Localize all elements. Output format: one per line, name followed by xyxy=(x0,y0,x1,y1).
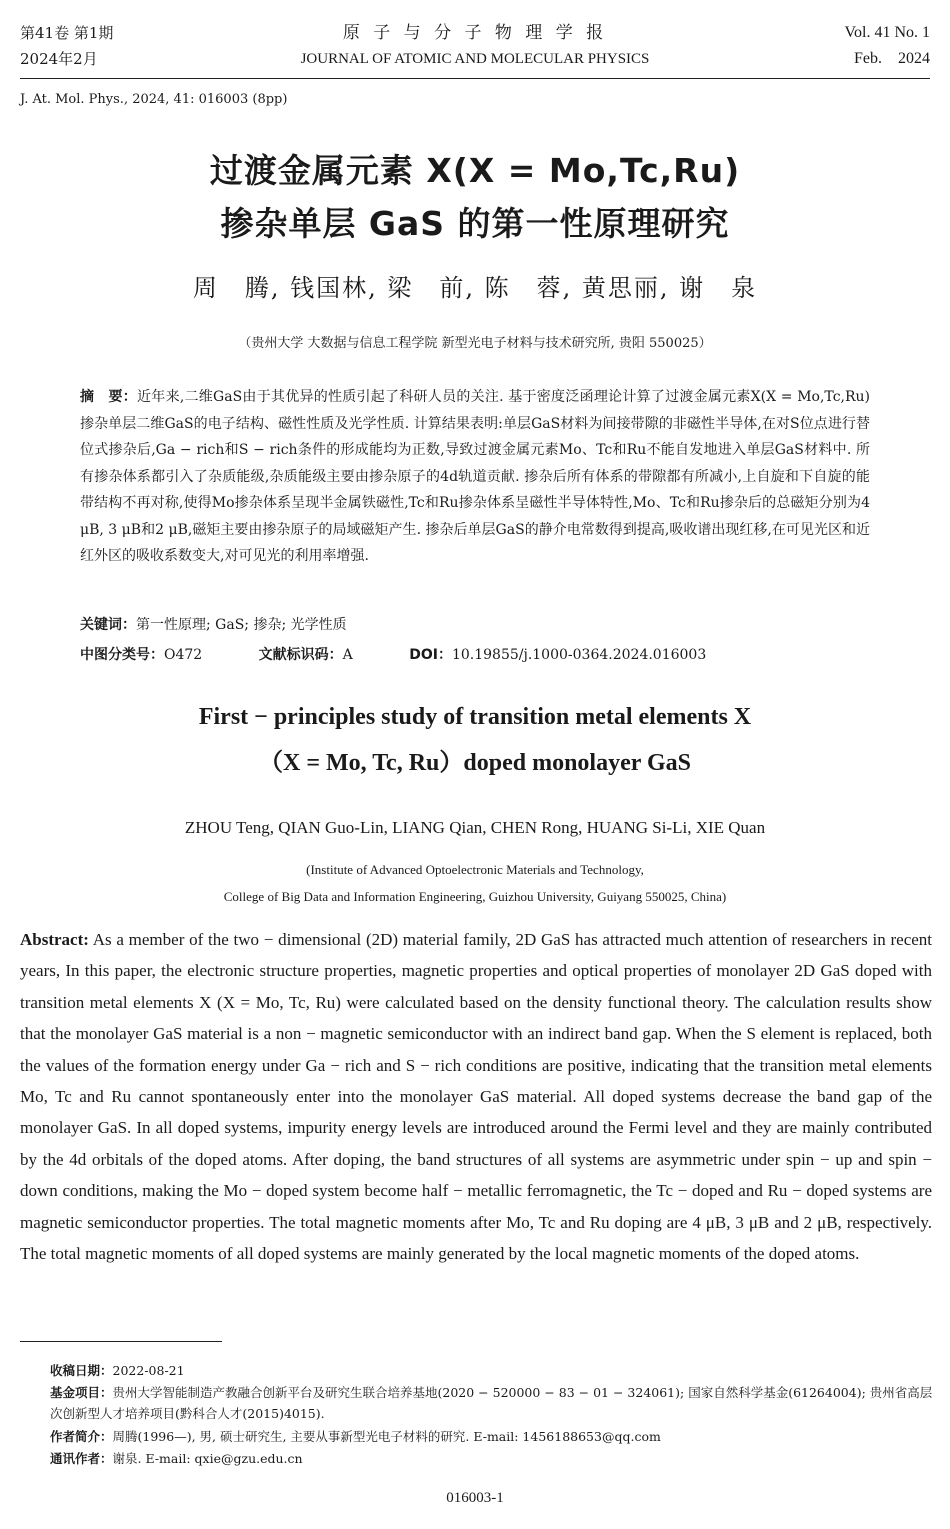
header-date-en: Feb. 2024 xyxy=(853,50,930,67)
page-number: 016003-1 xyxy=(446,1490,504,1506)
header-volume-en: Vol. 41 No. 1 xyxy=(844,24,930,41)
footnote-corresponding xyxy=(50,1448,935,1469)
abstract-cn-text: 近年来,二维GaS由于其优异的性质引起了科研人员的关注. 基于密度泛函理论计算了过渡金属元素X(X = Mo,Tc,Ru)掺杂单层二维GaS的电子结构、磁性性质及光学性质. 计算结果表明:单层GaS材料为间接带隙的非磁性半导体,在对S位点进行替位式掺杂后,Ga − rich和S − rich条件的形成能均为正数,导致过渡金属元素Mo、Tc和Ru不能自发地进入单层GaS材料中. 所有掺杂体系都引入了杂质能级,杂质能级主要由掺杂原子的4d轨道贡献. 掺杂后所有体系的带隙都有所减小,上自旋和下自旋的能带结构不再对称,使得Mo掺杂体系呈现半金属铁磁性,Tc和Ru掺杂体系呈磁性半导体特性,Mo、Tc和Ru掺杂后的总磁矩分别为4 μB, 3 μB和2 μB,磁矩主要由掺杂原子的局域磁矩产生. 掺杂后单层GaS的静介电常数得到提高,吸收谱出现红移,在可见光区和近红外区的吸收系数变大,对可见光的利用率增强. xyxy=(80,389,870,564)
footnote-rule xyxy=(20,1341,222,1342)
keywords-text: 第一性原理; GaS; 掺杂; 光学性质 xyxy=(136,617,347,633)
bio-label: 作者简介： xyxy=(50,1429,113,1444)
doi-label: DOI： xyxy=(409,647,452,663)
abstract-en-label: Abstract: xyxy=(20,930,89,949)
classification-line xyxy=(80,644,880,664)
header-center xyxy=(0,22,950,70)
keywords-label: 关键词： xyxy=(80,617,136,633)
doccode-value: A xyxy=(342,647,353,663)
fund-value: 贵州大学智能制造产教融合创新平台及研究生联合培养基地(2020 − 520000 − 83 − 01 − 324061); 国家自然科学基金(61264004); 贵州省高层次创新型人才培养项目(黔科合人才(2015)4015). xyxy=(50,1385,933,1421)
title-en-line2: （X = Mo, Tc, Ru）doped monolayer GaS xyxy=(259,750,691,776)
clc-field xyxy=(80,647,202,663)
clc-label: 中图分类号： xyxy=(80,647,164,663)
journal-name-cn: 原 子 与 分 子 物 理 学 报 xyxy=(342,23,608,43)
bio-value: 周腾(1996—), 男, 硕士研究生, 主要从事新型光电子材料的研究. E-mail: 1456188653@qq.com xyxy=(112,1429,661,1444)
journal-name-en: JOURNAL OF ATOMIC AND MOLECULAR PHYSICS xyxy=(300,51,650,67)
authors-en: ZHOU Teng, QIAN Guo-Lin, LIANG Qian, CHEN Rong, HUANG Si-Li, XIE Quan xyxy=(184,818,766,837)
affiliation-en-line1: (Institute of Advanced Optoelectronic Materials and Technology, xyxy=(306,862,644,877)
affiliation-cn: （贵州大学 大数据与信息工程学院 新型光电子材料与技术研究所, 贵阳 550025） xyxy=(238,336,712,351)
abstract-cn-label: 摘 要： xyxy=(80,389,138,405)
title-en-line1: First − principles study of transition metal elements X xyxy=(198,704,752,730)
received-label: 收稿日期： xyxy=(50,1363,113,1378)
header-volume-cn: 第41卷 第1期 xyxy=(20,24,114,42)
doi-field xyxy=(409,647,706,663)
authors-cn: 周 腾, 钱国林, 梁 前, 陈 蓉, 黄思丽, 谢 泉 xyxy=(192,274,758,302)
citation: J. At. Mol. Phys., 2024, 41: 016003 (8pp) xyxy=(20,92,288,107)
abstract-cn xyxy=(80,384,870,570)
corr-value: 谢泉. E-mail: qxie@gzu.edu.cn xyxy=(112,1451,303,1466)
doccode-field xyxy=(259,647,353,663)
title-cn-line2: 掺杂单层 GaS 的第一性原理研究 xyxy=(220,204,730,243)
clc-value: O472 xyxy=(164,647,203,663)
abstract-en xyxy=(20,924,932,1269)
keywords xyxy=(80,614,347,634)
abstract-en-text: As a member of the two − dimensional (2D) material family, 2D GaS has attracted much attention of researchers in recent years, In this paper, the electronic structure properties, magnetic properties and optical properties of monolayer 2D GaS doped with transition metal elements X (X = Mo, Tc, Ru) were calculated based on the density functional theory. The calculation results show that the monolayer GaS material is a non − magnetic semiconductor with an indirect band gap. When the S element is replaced, both the values of the formation energy under Ga − rich and S − rich conditions are positive, indicating that the transition metal elements Mo, Tc and Ru cannot spontaneously enter into the monolayer GaS material. All doped systems decrease the band gap of the monolayer GaS. In all doped systems, impurity energy levels are introduced around the Fermi level and they are mainly contributed by the 4d orbitals of the doped atoms. After doping, the band structures of all systems are asymmetric under spin − up and spin − down conditions, making the Mo − doped system become half − metallic ferromagnetic, the Tc − doped and Ru − doped systems are magnetic semiconductor properties. The total magnetic moments after Mo, Tc and Ru doping are 4 μB, 3 μB and 2 μB, respectively. The total magnetic moments of all doped systems are mainly generated by the local magnetic moments of the doped atoms. xyxy=(20,930,933,1264)
footnote-received xyxy=(50,1360,935,1381)
header-rule xyxy=(20,78,930,79)
doccode-label: 文献标识码： xyxy=(258,647,343,663)
header-right xyxy=(845,22,931,70)
title-cn-line1: 过渡金属元素 X(X = Mo,Tc,Ru) xyxy=(209,151,741,190)
header-date-cn: 2024年2月 xyxy=(20,50,98,68)
footnote-bio xyxy=(50,1426,935,1447)
corr-label: 通讯作者： xyxy=(50,1451,113,1466)
fund-label: 基金项目： xyxy=(50,1385,113,1400)
affiliation-en-line2: College of Big Data and Information Engineering, Guizhou University, Guiyang 550025, China) xyxy=(223,889,727,904)
received-value: 2022-08-21 xyxy=(112,1363,185,1378)
footnote-fund xyxy=(50,1382,935,1424)
doi-value[interactable]: 10.19855/j.1000-0364.2024.016003 xyxy=(451,647,707,663)
